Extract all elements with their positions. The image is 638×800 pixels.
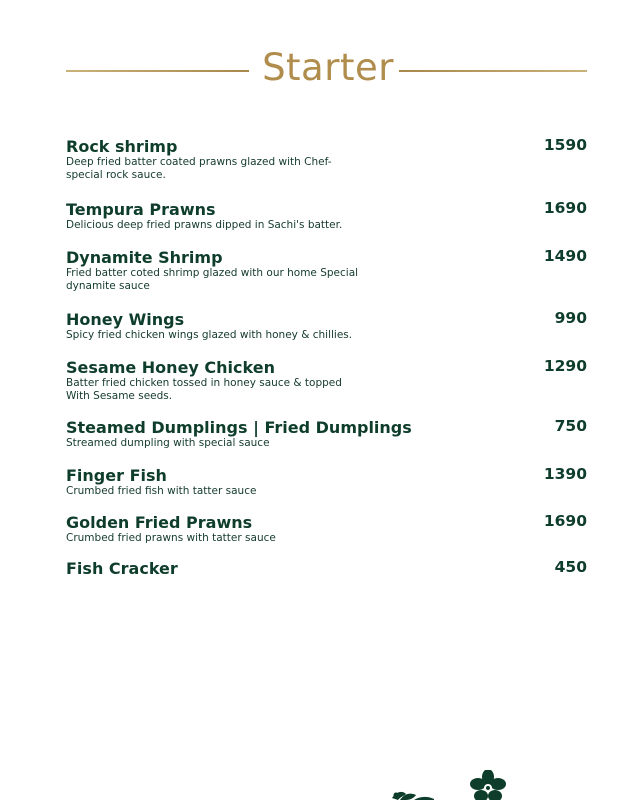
item-name: Fish Cracker xyxy=(66,559,178,578)
item-description: Delicious deep fried prawns dipped in Sachi's batter. xyxy=(66,219,343,231)
item-name: Steamed Dumplings | Fried Dumplings xyxy=(66,418,412,437)
item-price: 1390 xyxy=(543,465,587,483)
section-header xyxy=(66,44,587,94)
item-price: 450 xyxy=(554,558,587,576)
section-title: Starter xyxy=(262,46,394,89)
header-rule-left xyxy=(66,70,249,72)
item-price: 1490 xyxy=(543,247,587,265)
item-description: Batter fried chicken tossed in honey sauce & topped With Sesame seeds. xyxy=(66,377,342,402)
item-name: Tempura Prawns xyxy=(66,200,216,219)
item-description: Fried batter coted shrimp glazed with our home Special dynamite sauce xyxy=(66,267,359,292)
item-price: 1290 xyxy=(543,357,587,375)
item-name: Finger Fish xyxy=(66,466,167,485)
item-name: Honey Wings xyxy=(66,310,185,329)
item-name: Golden Fried Prawns xyxy=(66,513,253,532)
item-description: Deep fried batter coated prawns glazed with Chef-special rock sauce. xyxy=(66,156,332,181)
item-description: Spicy fried chicken wings glazed with honey & chillies. xyxy=(66,329,353,341)
item-name: Rock shrimp xyxy=(66,137,178,156)
item-description: Streamed dumpling with special sauce xyxy=(66,437,270,449)
item-price: 990 xyxy=(554,309,587,327)
item-price: 750 xyxy=(554,417,587,435)
hibiscus-flower-icon xyxy=(390,770,520,800)
item-description: Crumbed fried prawns with tatter sauce xyxy=(66,532,276,544)
item-description: Crumbed fried fish with tatter sauce xyxy=(66,485,257,497)
item-name: Dynamite Shrimp xyxy=(66,248,223,267)
item-price: 1590 xyxy=(543,136,587,154)
header-rule-right xyxy=(399,70,587,72)
item-price: 1690 xyxy=(543,512,587,530)
item-name: Sesame Honey Chicken xyxy=(66,358,275,377)
item-price: 1690 xyxy=(543,199,587,217)
